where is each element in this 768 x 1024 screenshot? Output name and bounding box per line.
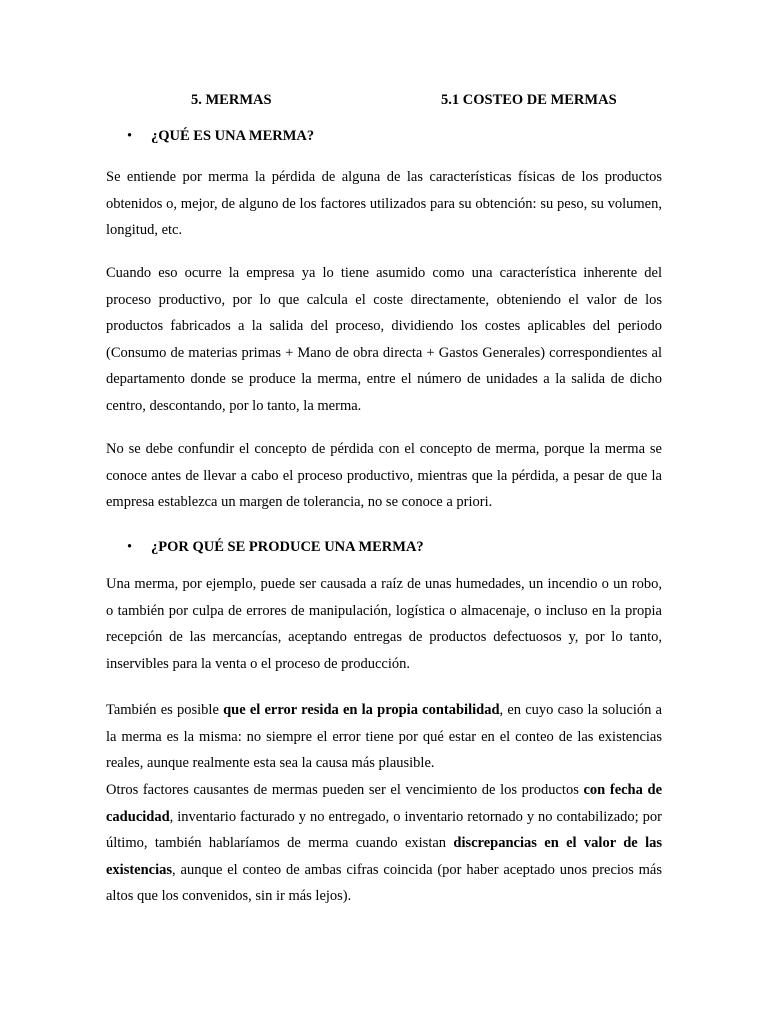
text-run: , en cuyo caso la solución a la merma es la misma: no siempre el error tiene por qué estar en el conteo de las existencias reales, aunque realmente esta sea la causa más plausible. [106,702,662,772]
section-title: 5. MERMAS [191,92,272,108]
text-run: , inventario facturado y no entregado, o inventario retornado y no contabilizado; por último, también hablaríamos de merma cuando existan [106,808,662,852]
section-headings [0,92,768,112]
bold-text-run: que el error resida en la propia contabilidad [223,702,500,718]
paragraph-definition: Se entiende por merma la pérdida de alguna de las características físicas de los productos obtenidos o, mejor, de alguno de los factores utilizados para su obtención: su peso, su volumen, longitud, etc. [106,169,662,239]
paragraph-accounting-error [106,697,662,777]
bullet-icon: • [127,539,133,555]
bullet-heading-why [127,539,424,556]
paragraph-other-factors [106,777,662,910]
text-run: Otros factores causantes de mermas pueden ser el vencimiento de los productos [106,782,584,798]
subsection-title: 5.1 COSTEO DE MERMAS [441,92,617,108]
bullet-heading-what-is [127,128,314,145]
paragraph-loss-vs-merma: No se debe confundir el concepto de pérdida con el concepto de merma, porque la merma se conoce antes de llevar a cabo el proceso productivo, mientras que la pérdida, a pesar de que la empresa establezca un margen de tolerancia, no se conoce a priori. [106,441,662,511]
bullet-heading-text: ¿POR QUÉ SE PRODUCE UNA MERMA? [151,539,424,555]
bold-text-run: con fecha de caducidad [106,782,663,825]
text-run: , aunque el conteo de ambas cifras coincida (por haber aceptado unos precios más altos que los convenidos, sin ir más lejos). [106,861,662,905]
text-run: También es posible [106,702,224,718]
paragraph-cost-calculation: Cuando eso ocurre la empresa ya lo tiene asumido como una característica inherente del proceso productivo, por lo que calcula el coste directamente, obteniendo el valor de los productos fabricados a la salida del proceso, dividiendo los costes aplicables del periodo (Consumo de materias primas + Mano de obra directa + Gastos Generales) correspondientes al departamento donde se produce la merma, entre el número de unidades a la salida de dicho centro, descontando, por lo tanto, la merma. [106,265,662,414]
bullet-icon: • [127,128,133,144]
bold-text-run: discrepancias en el valor de las existencias [106,835,662,878]
bullet-heading-text: ¿QUÉ ES UNA MERMA? [151,128,315,144]
paragraph-causes: Una merma, por ejemplo, puede ser causada a raíz de unas humedades, un incendio o un robo, o también por culpa de errores de manipulación, logística o almacenaje, o incluso en la propia recepción de las mercancías, aceptando entregas de productos defectuosos y, por lo tanto, inservibles para la venta o el proceso de producción. [106,576,662,672]
